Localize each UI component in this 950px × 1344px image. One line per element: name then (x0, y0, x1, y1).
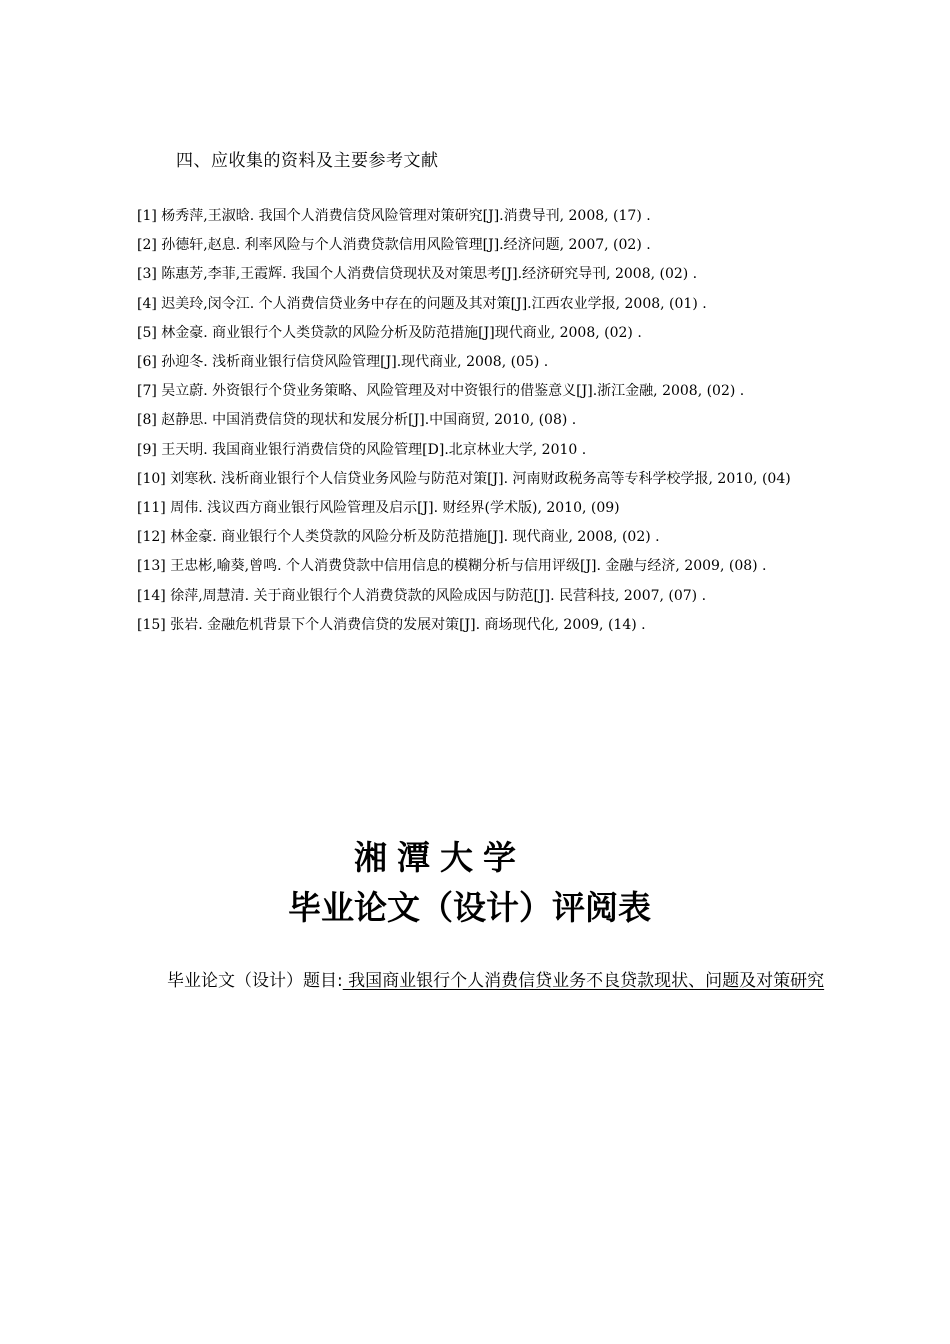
reference-item: [13] 王忠彬,喻葵,曾鸣. 个人消费贷款中信用信息的模糊分析与信用评级[J]. 金融与经济, 2009, (08) . (137, 558, 767, 575)
reference-item: [12] 林金豪. 商业银行个人类贷款的风险分析及防范措施[J]. 现代商业, 2008, (02) . (137, 529, 660, 546)
reference-item: [8] 赵静思. 中国消费信贷的现状和发展分析[J].中国商贸, 2010, (08) . (137, 412, 577, 429)
reference-item: [2] 孙德轩,赵息. 利率风险与个人消费贷款信用风险管理[J].经济问题, 2007, (02) . (137, 237, 651, 254)
university-title: 湘潭大学 (354, 838, 526, 877)
section-heading: 四、应收集的资料及主要参考文献 (176, 151, 439, 171)
reference-item: [4] 迟美玲,闵令江. 个人消费信贷业务中存在的问题及其对策[J].江西农业学报, 2008, (01) . (137, 295, 707, 312)
reference-item: [15] 张岩. 金融危机背景下个人消费信贷的发展对策[J]. 商场现代化, 2009, (14) . (137, 616, 646, 633)
reference-list (137, 202, 861, 640)
thesis-topic (137, 968, 861, 994)
reference-item: [6] 孙迎冬. 浅析商业银行信贷风险管理[J].现代商业, 2008, (05) . (137, 354, 549, 371)
reference-item: [11] 周伟. 浅议西方商业银行风险管理及启示[J]. 财经界(学术版), 2010, (09) (137, 500, 620, 517)
reference-item: [14] 徐萍,周慧清. 关于商业银行个人消费贷款的风险成因与防范[J]. 民营科技, 2007, (07) . (137, 587, 707, 604)
form-title: 毕业论文（设计）评阅表 (288, 888, 651, 927)
reference-item: [9] 王天明. 我国商业银行消费信贷的风险管理[D].北京林业大学, 2010 . (137, 441, 587, 458)
topic-value: 我国商业银行个人消费信贷业务不良贷款现状、问题及对策研究 (342, 971, 825, 991)
reference-item: [5] 林金豪. 商业银行个人类贷款的风险分析及防范措施[J]现代商业, 2008, (02) . (137, 324, 642, 341)
reference-item: [3] 陈惠芳,李菲,王霞辉. 我国个人消费信贷现状及对策思考[J].经济研究导刊, 2008, (02) . (137, 266, 698, 283)
reference-item: [10] 刘寒秋. 浅析商业银行个人信贷业务风险与防范对策[J]. 河南财政税务高等专科学校学报, 2010, (04) (137, 470, 791, 487)
topic-label: 毕业论文（设计）题目: (167, 971, 343, 991)
reference-item: [1] 杨秀萍,王淑晗. 我国个人消费信贷风险管理对策研究[J].消费导刊, 2008, (17) . (137, 208, 651, 224)
reference-item: [7] 吴立蔚. 外资银行个贷业务策略、风险管理及对中资银行的借鉴意义[J].浙江金融, 2008, (02) . (137, 383, 745, 400)
